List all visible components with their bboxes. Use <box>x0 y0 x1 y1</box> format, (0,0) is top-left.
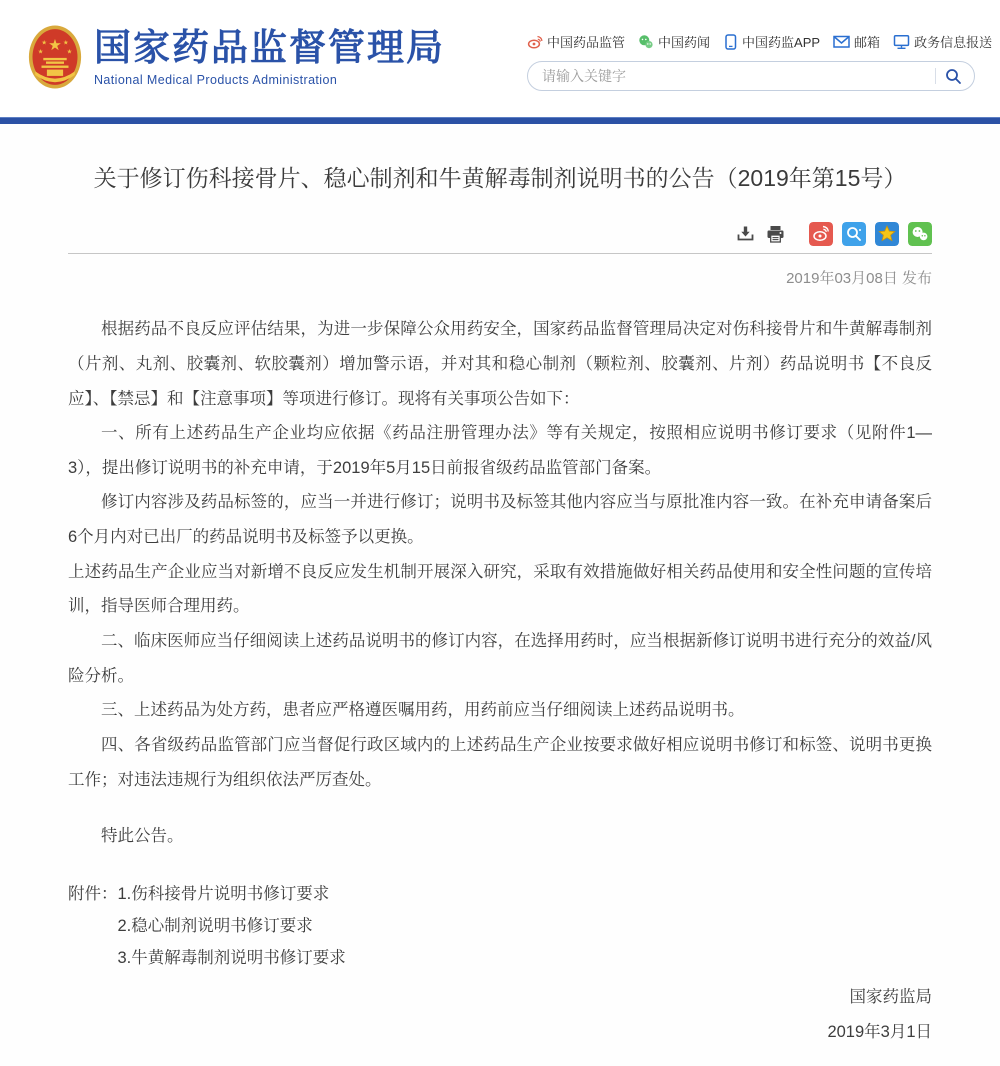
share-weibo-icon <box>809 222 833 246</box>
article-paragraph: 根据药品不良反应评估结果，为进一步保障公众用药安全，国家药品监督管理局决定对伤科接骨片和牛黄解毒制剂（片剂、丸剂、胶囊剂、软胶囊剂）增加警示语，并对其和稳心制剂（颗粒剂、胶囊剂、片剂）药品说明书【不良反应】、【禁忌】和【注意事项】等项进行修订。现将有关事项公告如下： <box>68 320 932 408</box>
phone-icon <box>723 34 738 50</box>
link-weibo-channel[interactable] <box>527 32 625 51</box>
download-button[interactable] <box>735 224 756 244</box>
mail-icon <box>833 34 850 49</box>
download-icon <box>735 224 756 244</box>
article-page <box>68 158 932 1066</box>
attachment-link[interactable]: 3.牛黄解毒制剂说明书修订要求 <box>117 949 346 968</box>
svg-text:★: ★ <box>37 48 44 56</box>
site-header <box>0 0 1000 117</box>
quick-links <box>527 32 993 51</box>
article-toolbar <box>68 222 932 253</box>
search-separator <box>935 68 936 84</box>
issuer-name: 国家药监局 <box>849 988 932 1007</box>
national-emblem-icon <box>28 24 82 90</box>
attachments <box>68 878 932 975</box>
link-app[interactable] <box>723 32 820 51</box>
header-right <box>527 24 993 91</box>
article-closing: 特此公告。 <box>101 827 184 846</box>
search-bar <box>527 61 975 91</box>
article-paragraph: 修订内容涉及药品标签的，应当一并进行修订；说明书及标签其他内容应当与原批准内容一致。在补充申请备案后6个月内对已出厂的药品说明书及标签予以更换。 <box>68 493 932 547</box>
quick-link-label: 中国药品监管 <box>547 35 626 50</box>
svg-text:★: ★ <box>41 39 48 47</box>
svg-text:★: ★ <box>48 36 62 54</box>
svg-text:★: ★ <box>62 39 69 47</box>
print-button[interactable] <box>765 224 786 244</box>
share-baidu-button[interactable] <box>842 222 866 246</box>
quick-link-label: 邮箱 <box>854 35 881 50</box>
article-title: 关于修订伤科接骨片、稳心制剂和牛黄解毒制剂说明书的公告（2019年第15号） <box>93 165 907 191</box>
header-divider-bar <box>0 117 1000 124</box>
article-paragraph: 二、临床医师应当仔细阅读上述药品说明书的修订内容，在选择用药时，应当根据新修订说明书进行充分的效益/风险分析。 <box>68 632 932 685</box>
share-wechat-icon <box>908 222 932 246</box>
print-icon <box>765 224 786 244</box>
search-input[interactable] <box>542 68 929 84</box>
share-wechat-button[interactable] <box>908 222 932 246</box>
quick-link-label: 中国药监APP <box>742 35 821 50</box>
svg-text:★: ★ <box>66 48 73 56</box>
site-logo[interactable] <box>28 24 445 90</box>
link-gov-info[interactable] <box>893 32 992 51</box>
publish-date: 2019年03月08日 发布 <box>786 270 932 288</box>
article-paragraph: 三、上述药品为处方药，患者应严格遵医嘱用药，用药前应当仔细阅读上述药品说明书。 <box>101 701 745 720</box>
attachment-link[interactable]: 2.稳心制剂说明书修订要求 <box>117 917 313 936</box>
link-wechat-channel[interactable] <box>638 32 710 51</box>
monitor-icon <box>893 34 910 50</box>
link-mailbox[interactable] <box>833 32 880 51</box>
share-baidu-icon <box>842 222 866 246</box>
attachment-link[interactable]: 1.伤科接骨片说明书修订要求 <box>117 884 330 903</box>
attachments-label: 附件： <box>68 884 118 903</box>
article-paragraph: 上述药品生产企业应当对新增不良反应发生机制开展深入研究，采取有效措施做好相关药品使用和安全性问题的宣传培训，指导医师合理用药。 <box>68 562 932 616</box>
signature-block <box>68 980 932 1065</box>
quick-link-label: 中国药闻 <box>658 35 711 50</box>
article-paragraph: 四、各省级药品监管部门应当督促行政区域内的上述药品生产企业按要求做好相应说明书修订和标签、说明书更换工作；对违法违规行为组织依法严厉查处。 <box>68 735 932 789</box>
quick-link-label: 政务信息报送 <box>914 35 993 50</box>
weibo-icon <box>527 34 543 50</box>
search-icon <box>945 68 962 85</box>
site-title: 国家药品监督管理局 <box>94 26 445 68</box>
title-divider <box>68 253 932 254</box>
issue-date: 2019年3月1日 <box>827 1023 932 1042</box>
site-subtitle: National Medical Products Administration <box>94 73 338 88</box>
wechat-icon <box>638 34 654 50</box>
share-weibo-button[interactable] <box>809 222 833 246</box>
search-button[interactable] <box>945 68 962 85</box>
share-qzone-button[interactable] <box>875 222 899 246</box>
article-paragraph: 一、所有上述药品生产企业均应依据《药品注册管理办法》等有关规定，按照相应说明书修订要求（见附件1—3），提出修订说明书的补充申请，于2019年5月15日前报省级药品监管部门备案。 <box>68 424 932 477</box>
attachments-list <box>118 878 933 975</box>
share-qzone-icon <box>875 222 899 246</box>
article-body <box>68 312 932 1065</box>
